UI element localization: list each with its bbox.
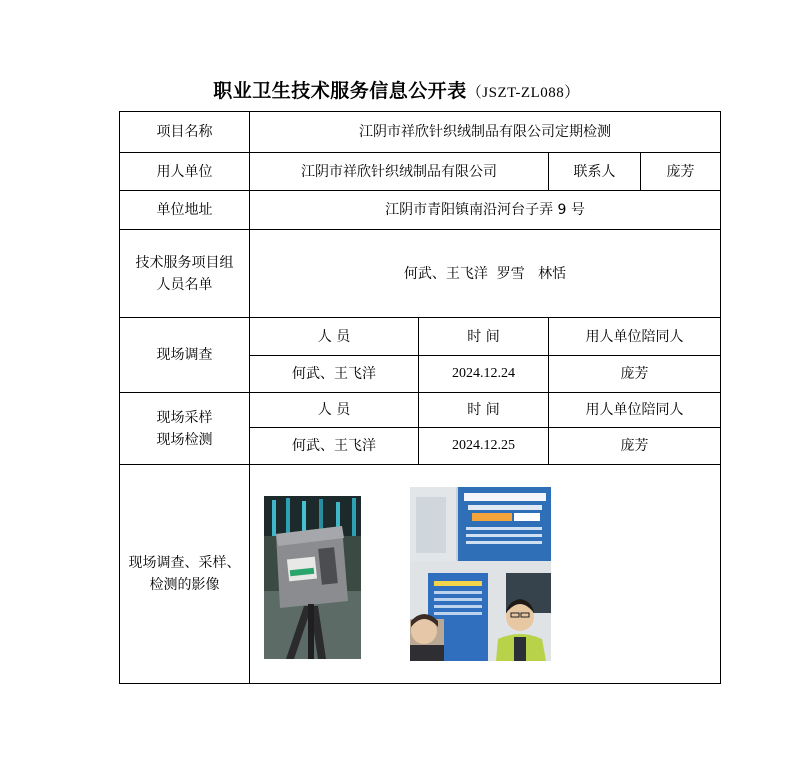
sampling-instrument-photo [264, 496, 361, 659]
survey-col-escort: 用人单位陪同人 [549, 318, 721, 356]
employer-label: 用人单位 [120, 153, 250, 191]
row-address [120, 191, 721, 230]
row-project-name [120, 112, 721, 153]
sampling-staff: 何武、王飞洋 [250, 428, 419, 465]
sampling-label [120, 393, 250, 465]
survey-label: 现场调查 [120, 318, 250, 393]
instrument-image [264, 496, 361, 659]
title-text: 职业卫生技术服务信息公开表 [213, 80, 467, 102]
address-value: 江阴市青阳镇南沿河台子弄 9 号 [250, 191, 721, 230]
sampling-escort: 庞芳 [549, 428, 721, 465]
sampling-time: 2024.12.25 [419, 428, 549, 465]
survey-col-staff: 人 员 [250, 318, 419, 356]
sampling-col-escort: 用人单位陪同人 [549, 393, 721, 428]
survey-escort: 庞芳 [549, 356, 721, 393]
sampling-label-line2: 现场检测 [156, 431, 213, 448]
survey-col-time: 时 间 [419, 318, 549, 356]
images-label-line2: 检测的影像 [149, 577, 220, 593]
row-employer [120, 153, 721, 191]
team-label: 技术服务项目组人员名单 [120, 230, 250, 318]
survey-staff: 何武、王飞洋 [250, 356, 419, 393]
row-team [120, 230, 721, 318]
sampling-col-staff: 人 员 [250, 393, 419, 428]
survey-time: 2024.12.24 [419, 356, 549, 393]
photo-area [250, 465, 720, 683]
sampling-col-time: 时 间 [419, 393, 549, 428]
images-label-line1: 现场调查、采样、 [128, 555, 241, 571]
form-code: （JSZT-ZL088） [466, 85, 580, 101]
project-name-value: 江阴市祥欣针织绒制品有限公司定期检测 [250, 112, 721, 153]
images-cell [250, 465, 721, 684]
images-label [120, 465, 250, 684]
contact-label: 联系人 [549, 153, 641, 191]
staff-image [410, 487, 551, 661]
employer-value: 江阴市祥欣针织绒制品有限公司 [250, 153, 549, 191]
sampling-label-line1: 现场采样 [156, 409, 213, 426]
row-survey-header [120, 318, 721, 356]
row-images [120, 465, 721, 684]
info-table [119, 111, 721, 684]
row-sampling-header [120, 393, 721, 428]
site-staff-photo [410, 487, 551, 661]
team-value: 何武、王飞洋 罗雪 林恬 [250, 230, 721, 318]
contact-value: 庞芳 [641, 153, 721, 191]
project-name-label: 项目名称 [120, 112, 250, 153]
page-title [0, 76, 793, 103]
address-label: 单位地址 [120, 191, 250, 230]
